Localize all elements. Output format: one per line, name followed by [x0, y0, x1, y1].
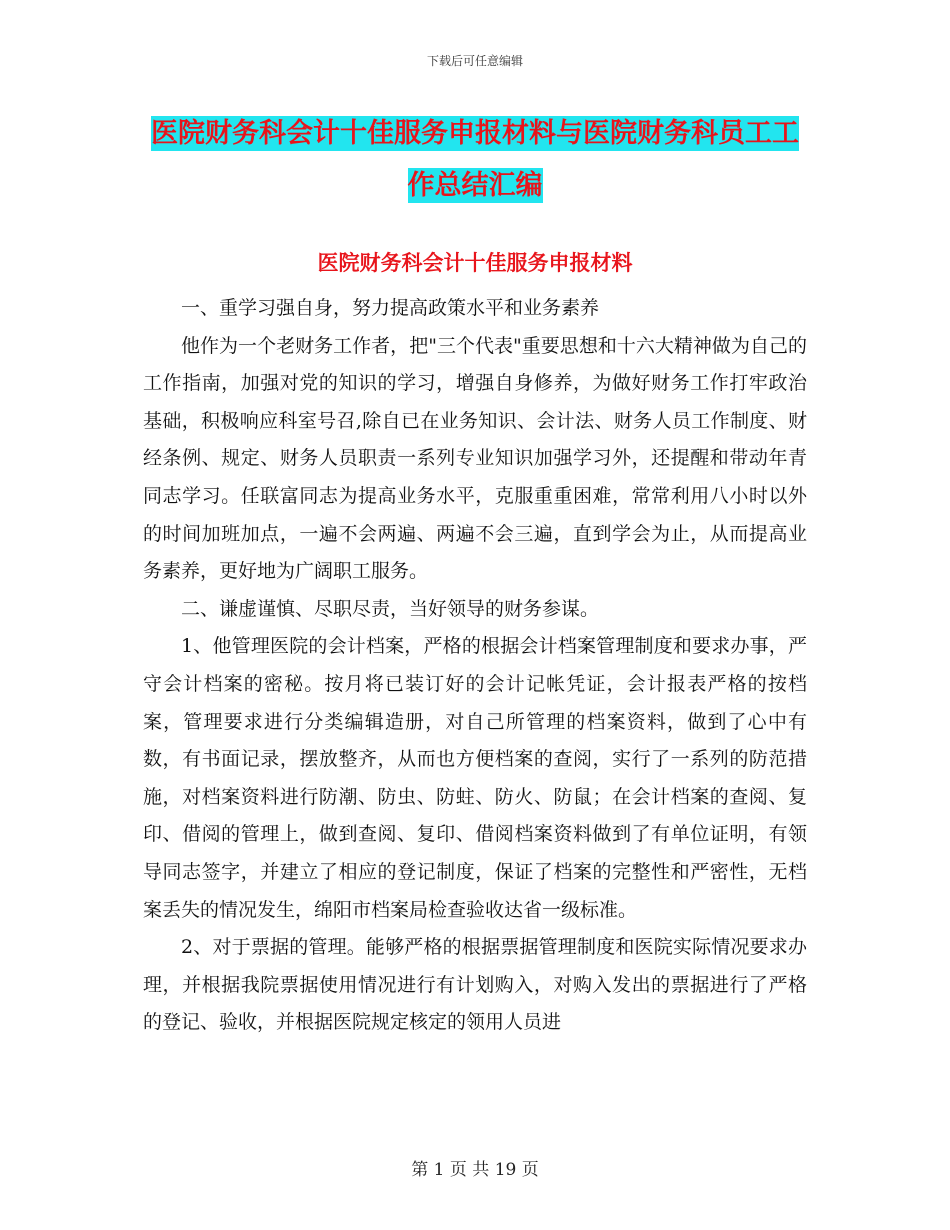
paragraph-heading-2: 二、谦虚谨慎、尽职尽责，当好领导的财务参谋。 — [181, 597, 600, 620]
paragraph: 他作为一个老财务工作者，把"三个代表"重要思想和十六大精神做为自己的工作指南，加强对党的知识的学习，增强自身修养，为做好财务工作打牢政治基础，积极响应科室号召,除自已在业务知识、会计法、财务人员工作制度、财经条例、规定、财务人员职责一系列专业知识加强学习外，还提醒和带动年青同志学习。任联富同志为提高业务水平，克服重重困难，常常利用八小时以外的时间加班加点，一遍不会两遍、两遍不会三遍，直到学会为止，从而提高业务素养，更好地为广阔职工服务。 — [143, 334, 807, 583]
section-subtitle: 医院财务科会计十佳服务申报材料 — [317, 250, 633, 275]
document-title — [140, 108, 810, 212]
document-body — [143, 290, 807, 1042]
paragraph: 2、对于票据的管理。能够严格的根据票据管理制度和医院实际情况要求办理，并根据我院票据使用情况进行有计划购入，对购入发出的票据进行了严格的登记、验收，并根据医院规定核定的领用人员进 — [143, 936, 807, 1034]
paragraph-heading-1: 一、重学习强自身，努力提高政策水平和业务素养 — [181, 297, 600, 319]
paragraph: 1、他管理医院的会计档案，严格的根据会计档案管理制度和要求办事，严守会计档案的密秘。按月将已装订好的会计记帐凭证，会计报表严格的按档案，管理要求进行分类编辑造册，对自己所管理的档案资料，做到了心中有数，有书面记录，摆放整齐，从而也方便档案的查阅，实行了一系列的防范措施，对档案资料进行防潮、防虫、防蛀、防火、防鼠；在会计档案的查阅、复印、借阅的管理上，做到查阅、复印、借阅档案资料做到了有单位证明，有领导同志签字，并建立了相应的登记制度，保证了档案的完整性和严密性，无档案丢失的情况发生，绵阳市档案局检查验收达省一级标准。 — [143, 635, 807, 921]
page-header-note: 下载后可任意编辑 — [426, 54, 523, 68]
document-title-text: 医院财务科会计十佳服务申报材料与医院财务科员工工作总结汇编 — [151, 118, 799, 201]
page-number: 第 1 页 共 19 页 — [411, 1160, 539, 1180]
